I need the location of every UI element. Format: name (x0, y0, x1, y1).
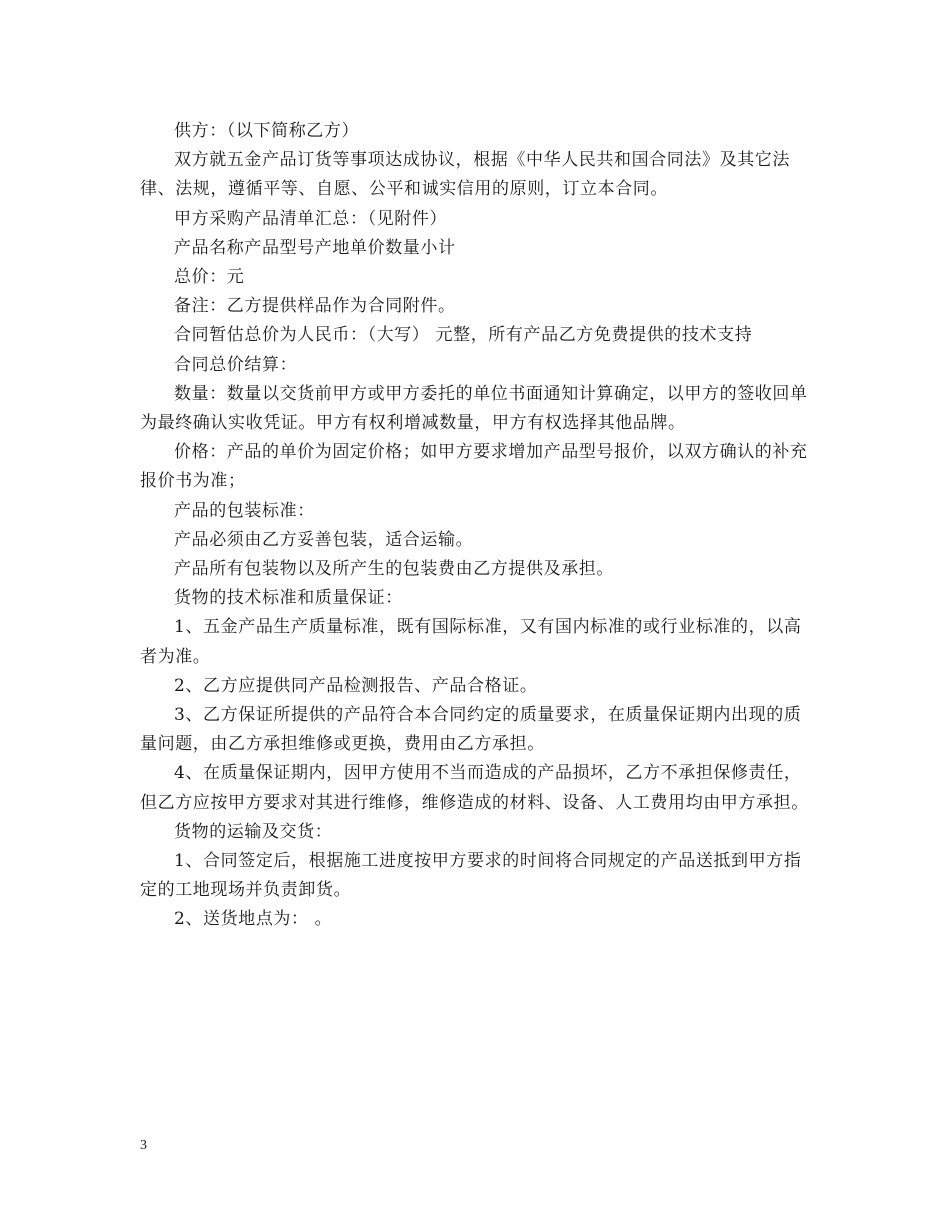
paragraph-quality-3: 3、乙方保证所提供的产品符合本合同约定的质量要求，在质量保证期内出现的质量问题，由乙方承担维修或更换，费用由乙方承担。 (140, 705, 802, 755)
paragraph-agreement-basis: 双方就五金产品订货等事项达成协议，根据《中华人民共和国合同法》及其它法律、法规，遵循平等、自愿、公平和诚实信用的原则，订立本合同。 (140, 150, 790, 200)
paragraph-product-columns: 产品名称产品型号产地单价数量小计 (174, 237, 456, 258)
paragraph-packaging-1: 产品必须由乙方妥善包装，适合运输。 (174, 529, 474, 550)
paragraph-quality-1: 1、五金产品生产质量标准，既有国际标准，又有国内标准的或行业标准的，以高者为准。 (140, 617, 802, 667)
paragraph-purchase-list: 甲方采购产品清单汇总：（见附件） (174, 208, 448, 229)
paragraph-remarks: 备注：乙方提供样品作为合同附件。 (174, 296, 456, 317)
heading-delivery: 货物的运输及交货： (174, 821, 333, 842)
paragraph-quality-2: 2、乙方应提供同产品检测报告、产品合格证。 (174, 675, 538, 696)
heading-settlement: 合同总价结算： (174, 354, 298, 375)
heading-packaging: 产品的包装标准： (174, 500, 315, 521)
heading-quality: 货物的技术标准和质量保证： (174, 588, 403, 609)
paragraph-quantity: 数量：数量以交货前甲方或甲方委托的单位书面通知计算确定，以甲方的签收回单为最终确认实收凭证。甲方有权利增减数量，甲方有权选择其他品牌。 (140, 383, 808, 434)
paragraph-quality-4: 4、在质量保证期内，因甲方使用不当而造成的产品损坏，乙方不承担保修责任，但乙方应按甲方要求对其进行维修，维修造成的材料、设备、人工费用均由甲方承担。 (140, 763, 809, 813)
page-number: 3 (140, 1138, 147, 1153)
contract-body (140, 117, 812, 935)
paragraph-price: 价格：产品的单价为固定价格；如甲方要求增加产品型号报价，以双方确认的补充报价书为准； (140, 442, 808, 492)
paragraph-delivery-2: 2、送货地点为： 。 (174, 909, 333, 930)
paragraph-supplier: 供方：（以下简称乙方） (174, 121, 360, 141)
paragraph-delivery-1: 1、合同签定后，根据施工进度按甲方要求的时间将合同规定的产品送抵到甲方指定的工地现场并负责卸货。 (140, 851, 802, 901)
paragraph-estimated-total: 合同暂估总价为人民币：（大写） 元整，所有产品乙方免费提供的技术支持 (174, 325, 753, 346)
paragraph-packaging-2: 产品所有包装物以及所产生的包装费由乙方提供及承担。 (174, 559, 614, 580)
paragraph-total-price: 总价：元 (174, 267, 245, 288)
